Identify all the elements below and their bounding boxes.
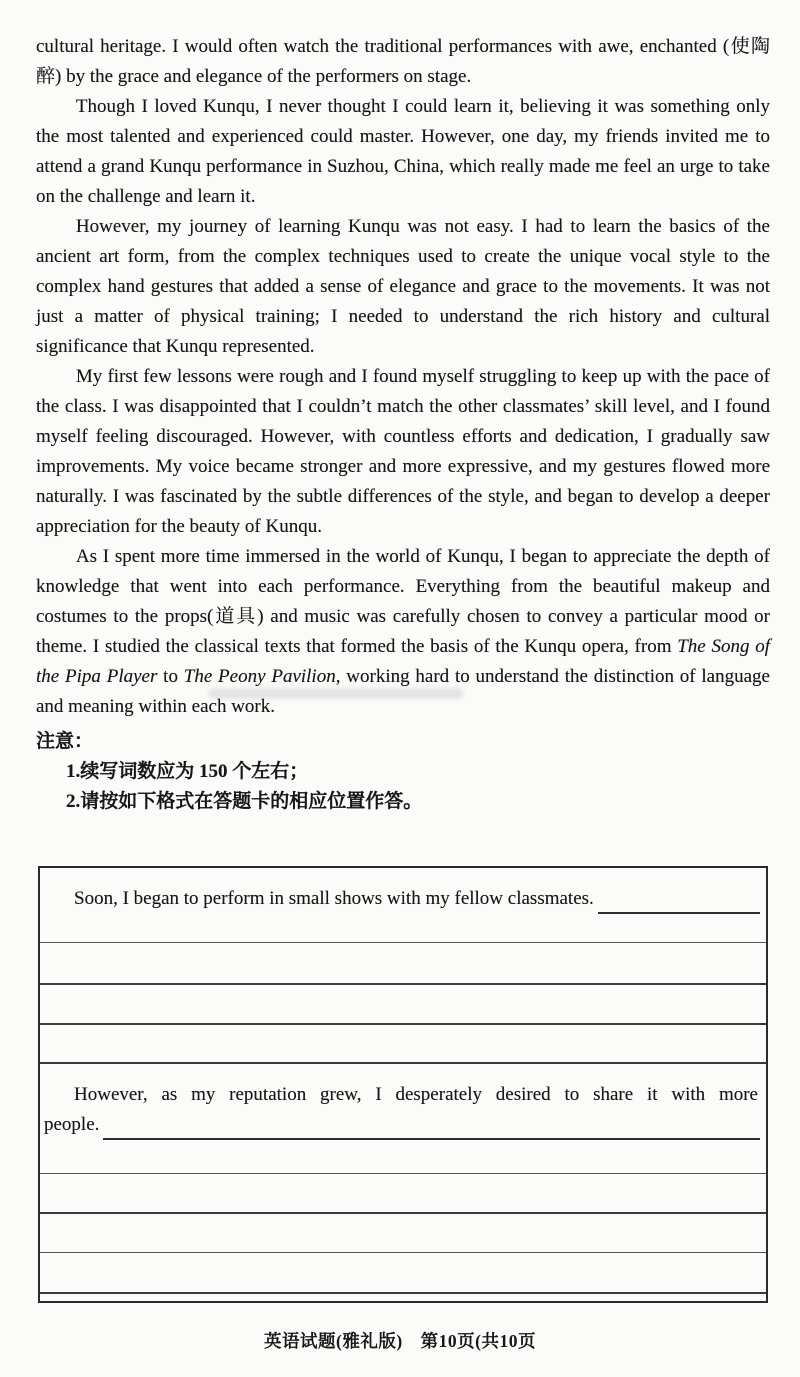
answer-prompt-1-text: Soon, I began to perform in small shows with my fellow classmates. — [74, 888, 594, 909]
answer-prompt-1 — [74, 884, 760, 914]
book-title-pipa-player: The Song of the Pipa Player — [36, 636, 771, 687]
paragraph-1: cultural heritage. I would often watch the traditional performances with awe, enchanted (使陶醉) by the grace and elegance of the performers on stage. — [36, 36, 770, 87]
ruled-line — [40, 1292, 766, 1294]
notice-item-1: 1.续写词数应为 150 个左右； — [66, 761, 309, 782]
passage — [36, 32, 770, 817]
notice-section — [36, 727, 770, 817]
book-title-peony-pavilion: The Peony Pavilion — [183, 666, 336, 687]
ruled-line — [40, 1173, 766, 1174]
ruled-line — [40, 942, 766, 943]
ruled-line — [40, 983, 766, 985]
answer-box — [38, 866, 768, 1303]
answer-prompt-2-text: people. — [44, 1114, 100, 1135]
paragraph-3: However, my journey of learning Kunqu was not easy. I had to learn the basics of the ancient art form, from the complex techniques used to create the unique vocal style to the complex hand gestures that added a sense of elegance and grace to the movements. It was not just a matter of physical training; I needed to understand the rich history and cultural significance that Kunqu represented. — [36, 216, 770, 357]
paragraph-5-text: to — [157, 666, 184, 687]
notice-item-2: 2.请按如下格式在答题卡的相应位置作答。 — [66, 791, 423, 812]
answer-prompt-2-line-2 — [44, 1110, 760, 1140]
ruled-line — [40, 1252, 766, 1253]
paragraph-2: Though I loved Kunqu, I never thought I could learn it, believing it was something only the most talented and experienced could master. However, one day, my friends invited me to attend a grand Kunqu performance in Suzhou, China, which really made me feel an urge to take on the challenge and learn it. — [36, 96, 770, 207]
ruled-line — [40, 1212, 766, 1214]
answer-blank-line — [598, 888, 760, 914]
answer-blank-line — [103, 1114, 760, 1140]
paragraph-5-text: , working hard to understand the distinction of language and meaning within each work. — [36, 666, 770, 717]
notice-heading: 注意： — [36, 731, 94, 752]
paragraph-4: My first few lessons were rough and I found myself struggling to keep up with the pace of the class. I was disappointed that I couldn’t match the other classmates’ skill level, and I found myself feeling discouraged. However, with countless efforts and dedication, I gradually saw improvements. My voice became stronger and more expressive, and my gestures flowed more naturally. I was fascinated by the subtle differences of the style, and began to develop a deeper appreciation for the beauty of Kunqu. — [36, 366, 770, 537]
page-footer: 英语试题(雅礼版) 第10页(共10页 — [264, 1331, 536, 1351]
ruled-line — [40, 1062, 766, 1064]
paragraph-5-text: As I spent more time immersed in the world of Kunqu, I began to appreciate the depth of knowledge that went into each performance. Everything from the beautiful makeup and costumes to the props(道具) and music was carefully chosen to convey a particular mood or theme. I studied the classical texts that formed the basis of the Kunqu opera, from — [36, 546, 770, 657]
watermark — [208, 688, 463, 699]
ruled-line — [40, 1023, 766, 1025]
answer-prompt-2-line-1: However, as my reputation grew, I desperately desired to share it with more — [74, 1084, 758, 1105]
